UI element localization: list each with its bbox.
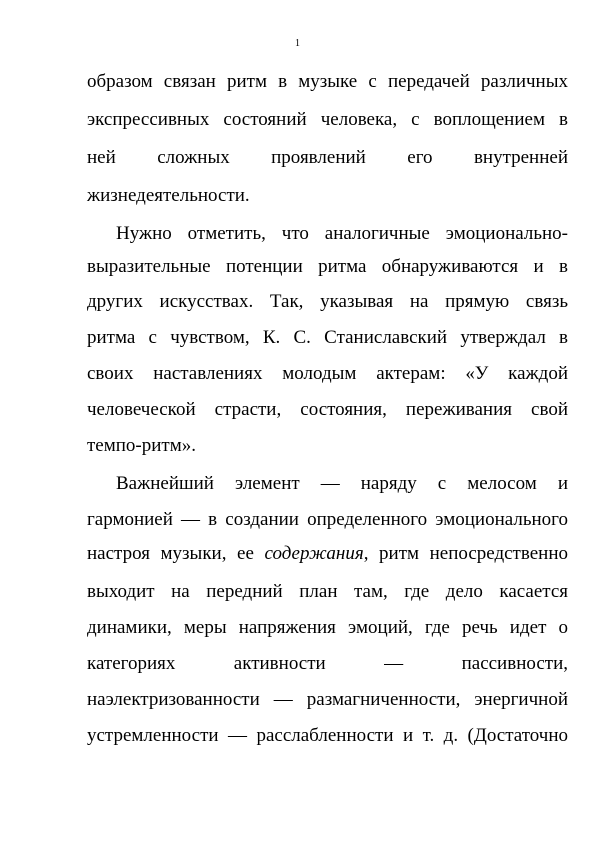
text-line: ней сложных проявлений его внутренней bbox=[87, 147, 568, 168]
text-line: категориях активности — пассивности, bbox=[87, 653, 568, 674]
page-number: 1 bbox=[295, 38, 300, 49]
text-line: других искусствах. Так, указывая на прямую связь bbox=[87, 291, 568, 312]
text-line: образом связан ритм в музыке с передачей различных bbox=[87, 71, 568, 92]
italic-term: содержания bbox=[264, 543, 364, 564]
text-line: динамики, меры напряжения эмоций, где речь идет о bbox=[87, 617, 568, 638]
text-line-first: Нужно отметить, что аналогичные эмоционально- bbox=[116, 223, 568, 244]
text-segment: , ритм непосредственно bbox=[363, 543, 568, 564]
text-line: темпо-ритм». bbox=[87, 435, 196, 456]
text-line: выходит на передний план там, где дело касается bbox=[87, 581, 568, 602]
text-segment: настроя музыки, ее bbox=[87, 543, 265, 564]
text-line-with-italic bbox=[87, 542, 568, 566]
text-line-first: Важнейший элемент — наряду с мелосом и bbox=[116, 473, 568, 494]
text-line: жизнедеятельности. bbox=[87, 185, 250, 206]
text-line: выразительные потенции ритма обнаруживаются и в bbox=[87, 256, 568, 277]
text-line: устремленности — расслабленности и т. д. (Достаточно bbox=[87, 725, 568, 746]
text-line: наэлектризованности — размагниченности, энергичной bbox=[87, 689, 568, 710]
text-line: гармонией — в создании определенного эмоционального bbox=[87, 509, 568, 530]
text-line: ритма с чувством, К. С. Станиславский утверждал в bbox=[87, 327, 568, 348]
text-line: своих наставлениях молодым актерам: «У каждой bbox=[87, 363, 568, 384]
text-line: человеческой страсти, состояния, переживания свой bbox=[87, 399, 568, 420]
text-line: экспрессивных состояний человека, с воплощением в bbox=[87, 109, 568, 130]
